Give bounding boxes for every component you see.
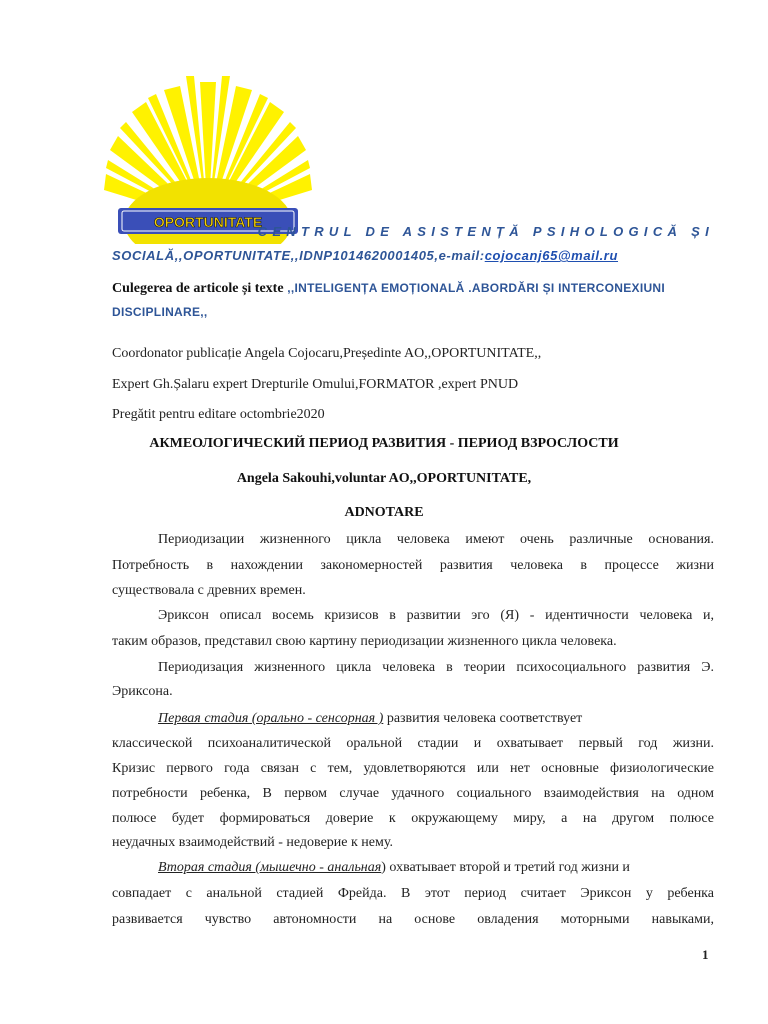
paragraph-line: развивается чувство автономности на основе овладения моторными навыками,: [112, 912, 714, 927]
stage-two-heading: Вторая стадия (мышечно - анальная: [158, 860, 382, 875]
collection-title: ,,INTELIGENȚA EMOȚIONALĂ .ABORDĂRI ȘI INTERCONEXIUNI: [283, 281, 666, 295]
sun-logo-image: [104, 72, 312, 244]
paragraph-line: Кризис первого года связан с тем, удовлетворяются или нет основные физиологические: [112, 761, 714, 776]
paragraph-line: классической психоаналитической оральной стадии и охватывает первый год жизни.: [112, 736, 714, 751]
org-header-line2: SOCIALĂ,,OPORTUNITATE,,IDNP1014620001405,e-mail:cojocanj65@mail.ru: [112, 248, 619, 263]
stage-one-heading: Первая стадия (орально - сенсорная ): [158, 711, 384, 726]
paragraph-line: потребности ребенка, В первом случае удачного социального взаимодействия на одном: [112, 786, 714, 801]
paragraph-line: таким образов, представил свою картину периодизации жизненного цикла человека.: [112, 634, 617, 649]
collection-line: [112, 278, 714, 319]
paragraph-line: совпадает с анальной стадией Фрейда. В этот период считает Эриксон у ребенка: [112, 886, 714, 901]
org-header-line1: CENTRUL DE ASISTENȚĂ PSIHOLOGICĂ ȘI: [257, 224, 714, 239]
paragraph-line: Периодизации жизненного цикла человека имеют очень различные основания.: [158, 532, 714, 547]
paragraph-line: Потребность в нахождении закономерностей развития человека в процессе жизни: [112, 558, 714, 573]
paragraph-line: Периодизация жизненного цикла человека в теории психосоциального развития Э.: [158, 660, 714, 675]
paragraph-line: Первая стадия (орально - сенсорная ) развития человека соответствует: [158, 711, 583, 726]
expert-line: Expert Gh.Șalaru expert Drepturile Omului,FORMATOR ,expert PNUD: [112, 377, 519, 392]
logo-text: OPORTUNITATE: [153, 214, 263, 230]
coordinator-line: Coordonator publicație Angela Cojocaru,Președinte AO,,OPORTUNITATE,,: [112, 346, 542, 361]
author-line: Angela Sakouhi,voluntar AO,,OPORTUNITATE,: [236, 471, 532, 486]
paragraph-line: Вторая стадия (мышечно - анальная) охватывает второй и третий год жизни и: [158, 860, 630, 875]
paragraph-line: Эриксона.: [112, 684, 173, 699]
paragraph-line: неудачных взаимодействий - недоверие к нему.: [112, 835, 393, 850]
paragraph-line: полюсе будет формироваться доверие к окружающему миру, а на другом полюсе: [112, 811, 714, 826]
abstract-heading: ADNOTARE: [344, 505, 424, 520]
prepared-line: Pregătit pentru editare octombrie2020: [112, 407, 325, 422]
document-title: АКМЕОЛОГИЧЕСКИЙ ПЕРИОД РАЗВИТИЯ - ПЕРИОД ВЗРОСЛОСТИ: [149, 436, 619, 451]
collection-title-cont: DISCIPLINARE,,: [112, 305, 208, 319]
paragraph-line: существовала с древних времен.: [112, 583, 306, 598]
collection-label: Culegerea de articole și texte: [112, 281, 284, 296]
oportunitate-logo: [104, 72, 312, 244]
email-link[interactable]: cojocanj65@mail.ru: [484, 248, 619, 263]
page-number: 1: [702, 947, 709, 962]
paragraph-line: Эриксон описал восемь кризисов в развитии эго (Я) - идентичности человека и,: [158, 608, 714, 623]
